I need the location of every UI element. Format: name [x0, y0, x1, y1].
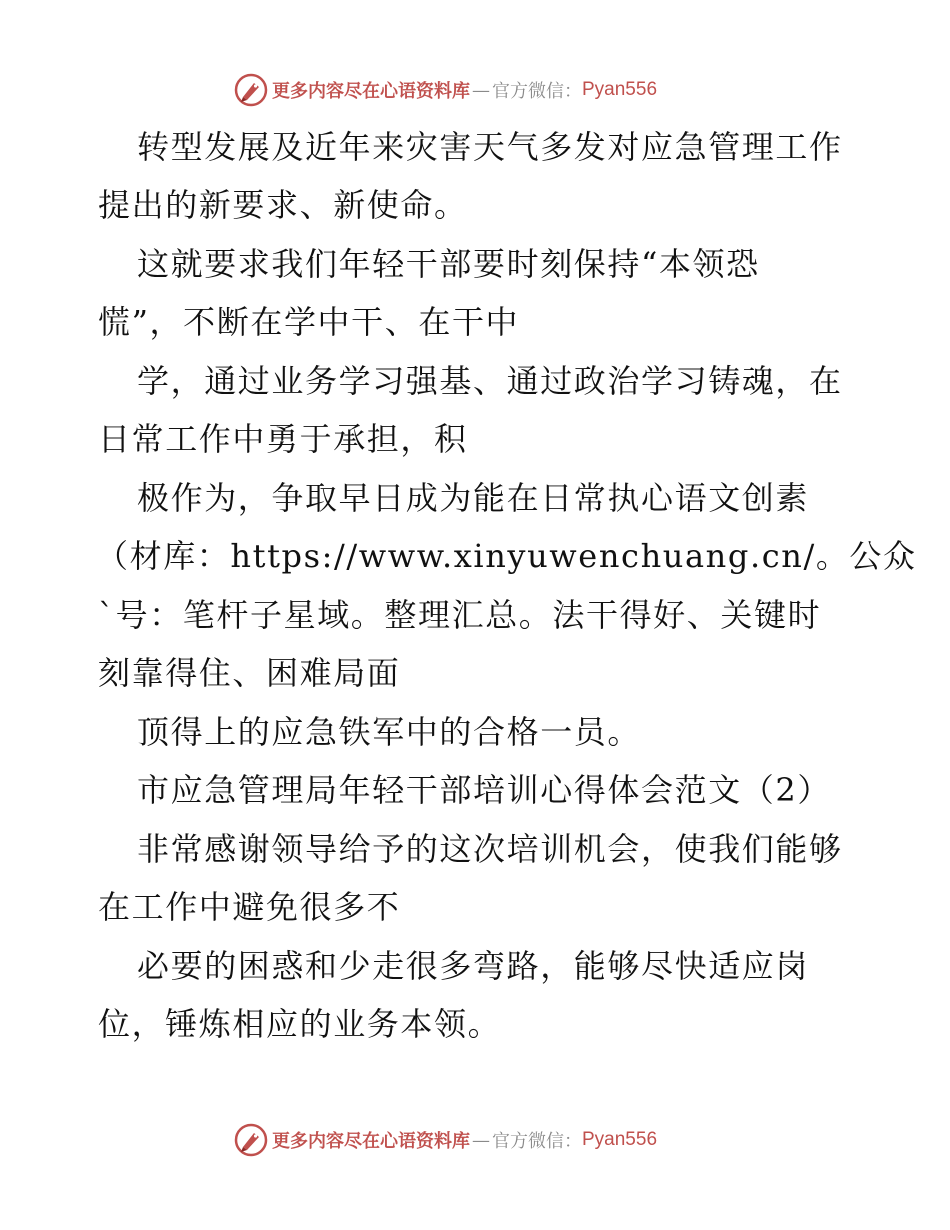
text-line: 非常感谢领导给予的这次培训机会，使我们能够 [137, 830, 843, 868]
banner-separator: — [472, 1129, 490, 1151]
header-banner [234, 73, 657, 107]
footer-banner [234, 1123, 657, 1157]
banner-separator: — [472, 79, 490, 101]
text-line: 日常工作中勇于承担，积 [98, 420, 468, 458]
banner-wechat-id: Pyan556 [582, 79, 658, 100]
banner-site-text: 更多内容尽在心语资料库 [272, 1131, 470, 1152]
text-line: 这就要求我们年轻干部要时刻保持“本领恐 [137, 245, 760, 283]
pen-nib-icon [234, 73, 268, 107]
text-line: `号：笔杆子星域。整理汇总。法干得好、关键时 [98, 596, 822, 634]
text-line: 在工作中避免很多不 [98, 888, 401, 926]
text-line: 刻靠得住、困难局面 [98, 654, 401, 692]
text-line: 顶得上的应急铁军中的合格一员。 [137, 713, 642, 751]
text-line: 学，通过业务学习强基、通过政治学习铸魂，在 [137, 362, 843, 400]
banner-site-text: 更多内容尽在心语资料库 [272, 81, 470, 102]
pen-nib-icon [234, 1123, 268, 1157]
text-line: （材库：https://www.xinyuwenchuang.cn/。公众 [96, 537, 917, 575]
banner-wechat-id: Pyan556 [582, 1129, 658, 1150]
text-line: 极作为，争取早日成为能在日常执心语文创素 [137, 479, 810, 517]
text-line: 市应急管理局年轻干部培训心得体会范文（2） [137, 771, 831, 809]
text-line: 必要的困惑和少走很多弯路，能够尽快适应岗 [137, 947, 810, 985]
banner-wechat-label: 官方微信： [492, 1131, 582, 1152]
text-line: 转型发展及近年来灾害天气多发对应急管理工作 [137, 128, 843, 166]
text-line: 提出的新要求、新使命。 [98, 186, 468, 224]
text-line: 慌”，不断在学中干、在干中 [98, 303, 520, 341]
text-line: 位，锤炼相应的业务本领。 [98, 1005, 502, 1043]
banner-wechat-label: 官方微信： [492, 81, 582, 102]
